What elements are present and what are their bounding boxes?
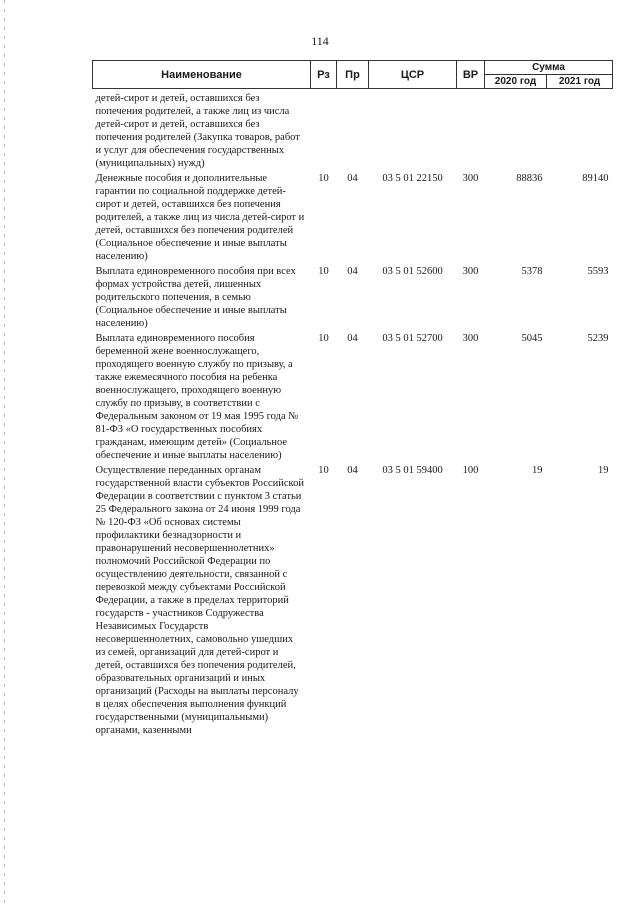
header-name: Наименование [93, 61, 311, 89]
header-csr: ЦСР [369, 61, 457, 89]
row-sum-2020: 88836 [516, 173, 543, 184]
row-csr: 03 5 01 22150 [382, 173, 443, 184]
header-year-2021: 2021 год [547, 75, 613, 89]
row-vr: 300 [462, 333, 479, 344]
row-vr [457, 89, 485, 173]
row-csr: 03 5 01 59400 [382, 465, 443, 476]
row-sum-2020: 5378 [521, 266, 543, 277]
row-sum-2021: 19 [598, 465, 609, 476]
row-sum-2020: 19 [532, 465, 543, 476]
row-sum-2020 [485, 89, 547, 173]
header-year-2020: 2020 год [485, 75, 547, 89]
row-csr [369, 89, 457, 173]
row-sum-2021 [547, 89, 613, 173]
row-name: детей-сирот и детей, оставшихся без попечения родителей, а также лиц из числа детей-сирот и детей, оставшихся без попечения родителей (Закупка товаров, работ и услуг для обеспечения государственных (муниципальных) нужд) [95, 93, 300, 169]
row-vr: 100 [462, 465, 479, 476]
scan-edge [4, 0, 5, 905]
table-row [93, 89, 613, 173]
page-number: 114 [311, 34, 329, 48]
table-row [93, 172, 613, 265]
row-sum-2021: 5593 [587, 266, 609, 277]
row-sum-2021: 89140 [582, 173, 609, 184]
budget-table-wrap [92, 60, 612, 739]
row-name: Осуществление переданных органам государственной власти субъектов Российской Федерации в соответствии с пунктом 3 статьи 25 Федерального закона от 24 июня 1999 года № 120-ФЗ «Об основах системы профилактики безнадзорности и правонарушений несовершеннолетних» полномочий Российской Федерации по осуществлению деятельности, связанной с перевозкой между субъектами Российской Федерации, а также в пределах территорий государств - участников Содружества Независимых Государств несовершеннолетних, самовольно ушедших из семей, организаций для детей-сирот и детей, оставшихся без попечения родителей, образовательных организаций и иных организаций (Расходы на выплаты персоналу в целях обеспечения выполнения функций государственными (муниципальными) органами, казенными [95, 465, 304, 736]
row-rz: 10 [318, 173, 329, 184]
header-sum: Сумма [485, 61, 613, 75]
row-csr: 03 5 01 52700 [382, 333, 443, 344]
table-header [93, 61, 613, 89]
row-pr: 04 [347, 465, 358, 476]
header-rz: Рз [311, 61, 337, 89]
row-name: Выплата единовременного пособия при всех формах устройства детей, лишенных родительского попечения, в семью (Социальное обеспечение и иные выплаты населению) [95, 266, 296, 329]
row-rz: 10 [318, 333, 329, 344]
row-pr: 04 [347, 266, 358, 277]
row-rz: 10 [318, 465, 329, 476]
row-sum-2020: 5045 [521, 333, 543, 344]
row-vr: 300 [462, 173, 479, 184]
header-pr: Пр [337, 61, 369, 89]
row-vr: 300 [462, 266, 479, 277]
table-body [93, 89, 613, 740]
row-pr [337, 89, 369, 173]
table-row [93, 464, 613, 739]
row-name: Денежные пособия и дополнительные гарантии по социальной поддержке детей-сирот и детей, оставшихся без попечения родителей, а также лиц из числа детей-сирот и детей, оставшихся без попечения родителей (Социальное обеспечение и иные выплаты населению) [95, 173, 305, 262]
budget-table [92, 60, 613, 739]
row-rz [311, 89, 337, 173]
row-sum-2021: 5239 [587, 333, 609, 344]
table-row [93, 332, 613, 464]
row-csr: 03 5 01 52600 [382, 266, 443, 277]
row-rz: 10 [318, 266, 329, 277]
table-row [93, 265, 613, 332]
row-pr: 04 [347, 173, 358, 184]
row-name: Выплата единовременного пособия беременной жене военнослужащего, проходящего военную службу по призыву, а также ежемесячного пособия на ребенка военнослужащего, проходящего военную службу по призыву, в соответствии с Федеральным законом от 19 мая 1995 года № 81-ФЗ «О государственных пособиях гражданам, имеющим детей» (Социальное обеспечение и иные выплаты населению) [95, 333, 299, 461]
row-pr: 04 [347, 333, 358, 344]
header-vr: ВР [457, 61, 485, 89]
